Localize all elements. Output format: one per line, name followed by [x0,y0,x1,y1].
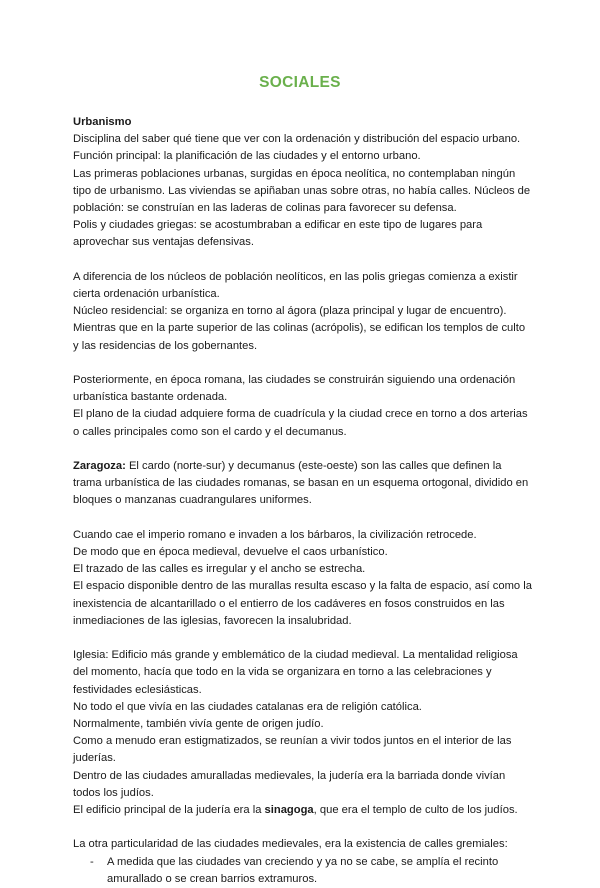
paragraph-line: Función principal: la planificación de las ciudades y el entorno urbano. [73,150,421,163]
paragraph-gap [73,819,533,836]
paragraph-line: A diferencia de los núcleos de población neolíticos, en las polis griegas comienza a existir cierta ordenación urbanística. [73,270,518,301]
paragraph-line: El espacio disponible dentro de las murallas resulta escaso y la falta de espacio, así como la inexistencia de alcantarillado o el entierro de los cadáveres en fosos construidos en las inmediaciones de las iglesias, favorecen la insalubridad. [73,580,532,627]
paragraph-line: Posteriormente, en época romana, las ciudades se construirán siguiendo una ordenación urbanística bastante ordenada. [73,374,516,404]
list-item [73,854,533,888]
list-item-text: A medida que las ciudades van creciendo y ya no se cabe, se amplía el recinto amurallado o se crean barrios extramuros. [107,855,499,885]
paragraph-line: Dentro de las ciudades amuralladas medievales, la judería era la barriada donde vivían todos los judíos. [73,769,506,799]
zaragoza-label: Zaragoza: [73,460,126,473]
paragraph-gap [73,441,533,458]
page-title: SOCIALES [259,74,341,91]
paragraph-line: El trazado de las calles es irregular y el ancho se estrecha. [73,563,366,576]
paragraph-gap [73,630,533,647]
paragraph-zaragoza [73,458,533,510]
dash-bullet: - [90,855,94,868]
paragraph-sinagoga [73,802,533,819]
paragraph-line: De modo que en época medieval, devuelve el caos urbanístico. [73,546,388,559]
paragraph-line: Disciplina del saber qué tiene que ver con la ordenación y distribución del espacio urbano. [73,133,521,146]
paragraph-line: Normalmente, también vivía gente de origen judío. [73,718,324,731]
paragraph-line: La otra particularidad de las ciudades medievales, era la existencia de calles gremiales: [73,838,508,851]
paragraph-line: Iglesia: Edificio más grande y emblemático de la ciudad medieval. La mentalidad religiosa del momento, hacía que todo en la vida se organizara en torno a las celebraciones y festividades eclesiásticas. [73,649,518,696]
section-heading: Urbanismo [73,116,132,128]
bullet-list [73,854,533,888]
sinagoga-post: , que era el templo de culto de los judíos. [313,804,518,817]
paragraph-line: Mientras que en la parte superior de las colinas (acrópolis), se edifican los templos de culto y las residencias de los gobernantes. [73,322,526,352]
paragraph-line: Cuando cae el imperio romano e invaden a los bárbaros, la civilización retrocede. [73,528,477,541]
paragraph-gap [73,252,533,269]
paragraph-line: No todo el que vivía en las ciudades catalanas era de religión católica. [73,700,422,713]
sinagoga-term: sinagoga [264,804,314,817]
paragraph-line: Núcleo residencial: se organiza en torno al ágora (plaza principal y lugar de encuentro). [73,305,507,318]
paragraph-line: Como a menudo eran estigmatizados, se reunían a vivir todos juntos en el interior de las juderías. [73,735,512,765]
paragraph-gap [73,510,533,527]
zaragoza-text: El cardo (norte-sur) y decumanus (este-oeste) son las calles que definen la trama urbanística de las ciudades romanas, se basan en un esquema ortogonal, dividido en bloques o manzanas cuadrangulares uniformes. [73,460,529,507]
paragraph-line: Polis y ciudades griegas: se acostumbraban a edificar en este tipo de lugares para aprovechar sus ventajas defensivas. [73,219,483,249]
document-body [73,114,533,888]
sinagoga-pre: El edificio principal de la judería era la [73,804,265,817]
paragraph-line: El plano de la ciudad adquiere forma de cuadrícula y la ciudad crece en torno a dos arterias o calles principales como son el cardo y el decumanus. [73,408,528,438]
paragraph-line: Las primeras poblaciones urbanas, surgidas en época neolítica, no contemplaban ningún tipo de urbanismo. Las viviendas se apiñaban unas sobre otras, no había calles. Núcleos de población: se construían en las laderas de colinas para favorecer su defensa. [73,167,531,215]
paragraph-gap [73,355,533,372]
